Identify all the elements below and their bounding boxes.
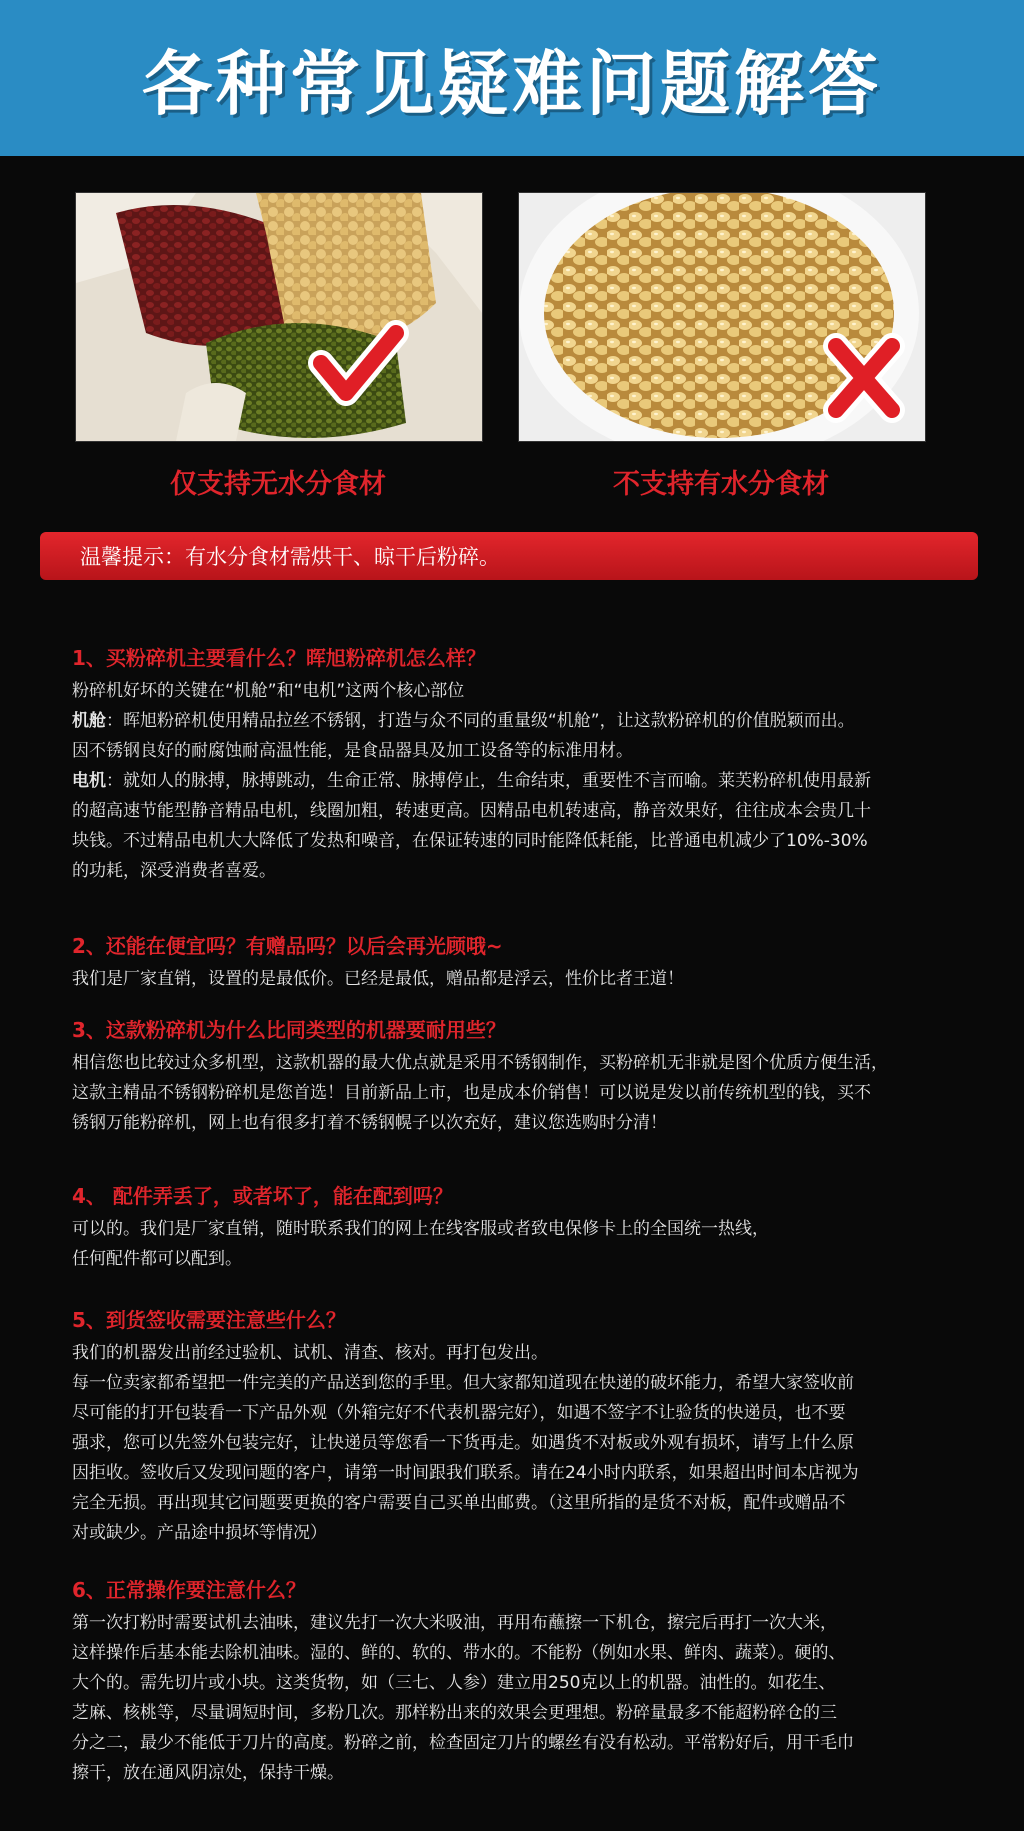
answer-line: 粉碎机好坏的关键在“机舱”和“电机”这两个核心部位: [72, 681, 465, 701]
answer-line: 第一次打粉时需要试机去油味，建议先打一次大米吸油，再用布蘸擦一下机仓，擦完后再打一次大米，: [72, 1613, 837, 1633]
question-1: 1、买粉碎机主要看什么？晖旭粉碎机怎么样？: [72, 646, 486, 670]
unsupported-caption: 不支持有水分食材: [613, 469, 829, 500]
answer-line: 锈钢万能粉碎机，网上也有很多打着不锈钢幌子以次充好，建议您选购时分清！: [72, 1113, 667, 1133]
question-3: 3、这款粉碎机为什么比同类型的机器要耐用些？: [72, 1018, 506, 1042]
dry-beans-photo: [75, 192, 483, 442]
answer-line: 任何配件都可以配到。: [72, 1249, 242, 1269]
answer-label: 机舱: [72, 711, 106, 731]
answer-line: 分之二，最少不能低于刀片的高度。粉碎之前，检查固定刀片的螺丝有没有松动。平常粉好后，用干毛巾: [72, 1733, 854, 1753]
page-title: 各种常见疑难问题解答: [142, 42, 882, 125]
qa-item-1: [72, 640, 972, 886]
answer-line: 块钱。不过精品电机大大降低了发热和噪音，在保证转速的同时能降低耗能，比普通电机减少了10%-30%: [72, 831, 868, 851]
supported-caption: 仅支持无水分食材: [170, 469, 386, 500]
answer-line: 尽可能的打开包装看一下产品外观（外箱完好不代表机器完好），如遇不签字不让验货的快递员，也不要: [72, 1403, 846, 1423]
answer-line: 机舱：晖旭粉碎机使用精品拉丝不锈钢，打造与众不同的重量级“机舱”，让这款粉碎机的价值脱颖而出。: [72, 711, 855, 731]
page-header: [0, 0, 1024, 156]
answer-label: 电机: [72, 771, 106, 791]
answer-line: 的功耗，深受消费者喜爱。: [72, 861, 276, 881]
qa-item-2: [72, 928, 972, 994]
question-6: 6、正常操作要注意什么？: [72, 1578, 306, 1602]
answer-line: 对或缺少。产品途中损坏等情况）: [72, 1523, 327, 1543]
answer-line: 可以的。我们是厂家直销，随时联系我们的网上在线客服或者致电保修卡上的全国统一热线，: [72, 1219, 769, 1239]
answer-line: 大个的。需先切片或小块。这类货物，如（三七、人参）建立用250克以上的机器。油性的。如花生、: [72, 1673, 836, 1693]
soaked-beans-photo: [518, 192, 926, 442]
answer-line: 电机：就如人的脉搏，脉搏跳动，生命正常、脉搏停止，生命结束，重要性不言而喻。莱芙粉碎机使用最新: [72, 771, 871, 791]
answer-line: 这款主精品不锈钢粉碎机是您首选！目前新品上市，也是成本价销售！可以说是发以前传统机型的钱，买不: [72, 1083, 871, 1103]
answer-line: 因不锈钢良好的耐腐蚀耐高温性能，是食品器具及加工设备等的标准用材。: [72, 741, 633, 761]
tip-banner: [40, 532, 978, 580]
answer-line: 相信您也比较过众多机型，这款机器的最大优点就是采用不锈钢制作，买粉碎机无非就是图个优质方便生活，: [72, 1053, 888, 1073]
qa-item-6: [72, 1572, 972, 1788]
answer-line: 芝麻、核桃等，尽量调短时间，多粉几次。那样粉出来的效果会更理想。粉碎量最多不能超粉碎仓的三: [72, 1703, 837, 1723]
question-4: 4、 配件弄丢了，或者坏了，能在配到吗？: [72, 1184, 453, 1208]
answer-line: 每一位卖家都希望把一件完美的产品送到您的手里。但大家都知道现在快递的破坏能力，希望大家签收前: [72, 1373, 854, 1393]
qa-item-4: [72, 1178, 972, 1274]
answer-line: 我们是厂家直销，设置的是最低价。已经是最低，赠品都是浮云，性价比者王道！: [72, 969, 684, 989]
question-2: 2、还能在便宜吗？有赠品吗？以后会再光顾哦~: [72, 934, 503, 958]
qa-item-5: [72, 1302, 972, 1548]
answer-line: 擦干，放在通风阴凉处，保持干燥。: [72, 1763, 344, 1783]
tip-text: 温馨提示：有水分食材需烘干、晾干后粉碎。: [80, 545, 500, 569]
answer-line: 完全无损。再出现其它问题要更换的客户需要自己买单出邮费。（这里所指的是货不对板，配件或赠品不: [72, 1493, 846, 1513]
answer-line: 这样操作后基本能去除机油味。湿的、鲜的、软的、带水的。不能粉（例如水果、鲜肉、蔬菜）。硬的、: [72, 1643, 846, 1663]
question-5: 5、到货签收需要注意些什么？: [72, 1308, 346, 1332]
answer-line: 因拒收。签收后又发现问题的客户，请第一时间跟我们联系。请在24小时内联系，如果超出时间本店视为: [72, 1463, 859, 1483]
answer-line: 我们的机器发出前经过验机、试机、清查、核对。再打包发出。: [72, 1343, 548, 1363]
qa-item-3: [72, 1012, 972, 1138]
answer-line: 的超高速节能型静音精品电机，线圈加粗，转速更高。因精品电机转速高，静音效果好，往往成本会贵几十: [72, 801, 871, 821]
answer-line: 强求，您可以先签外包装完好，让快递员等您看一下货再走。如遇货不对板或外观有损坏，请写上什么原: [72, 1433, 854, 1453]
